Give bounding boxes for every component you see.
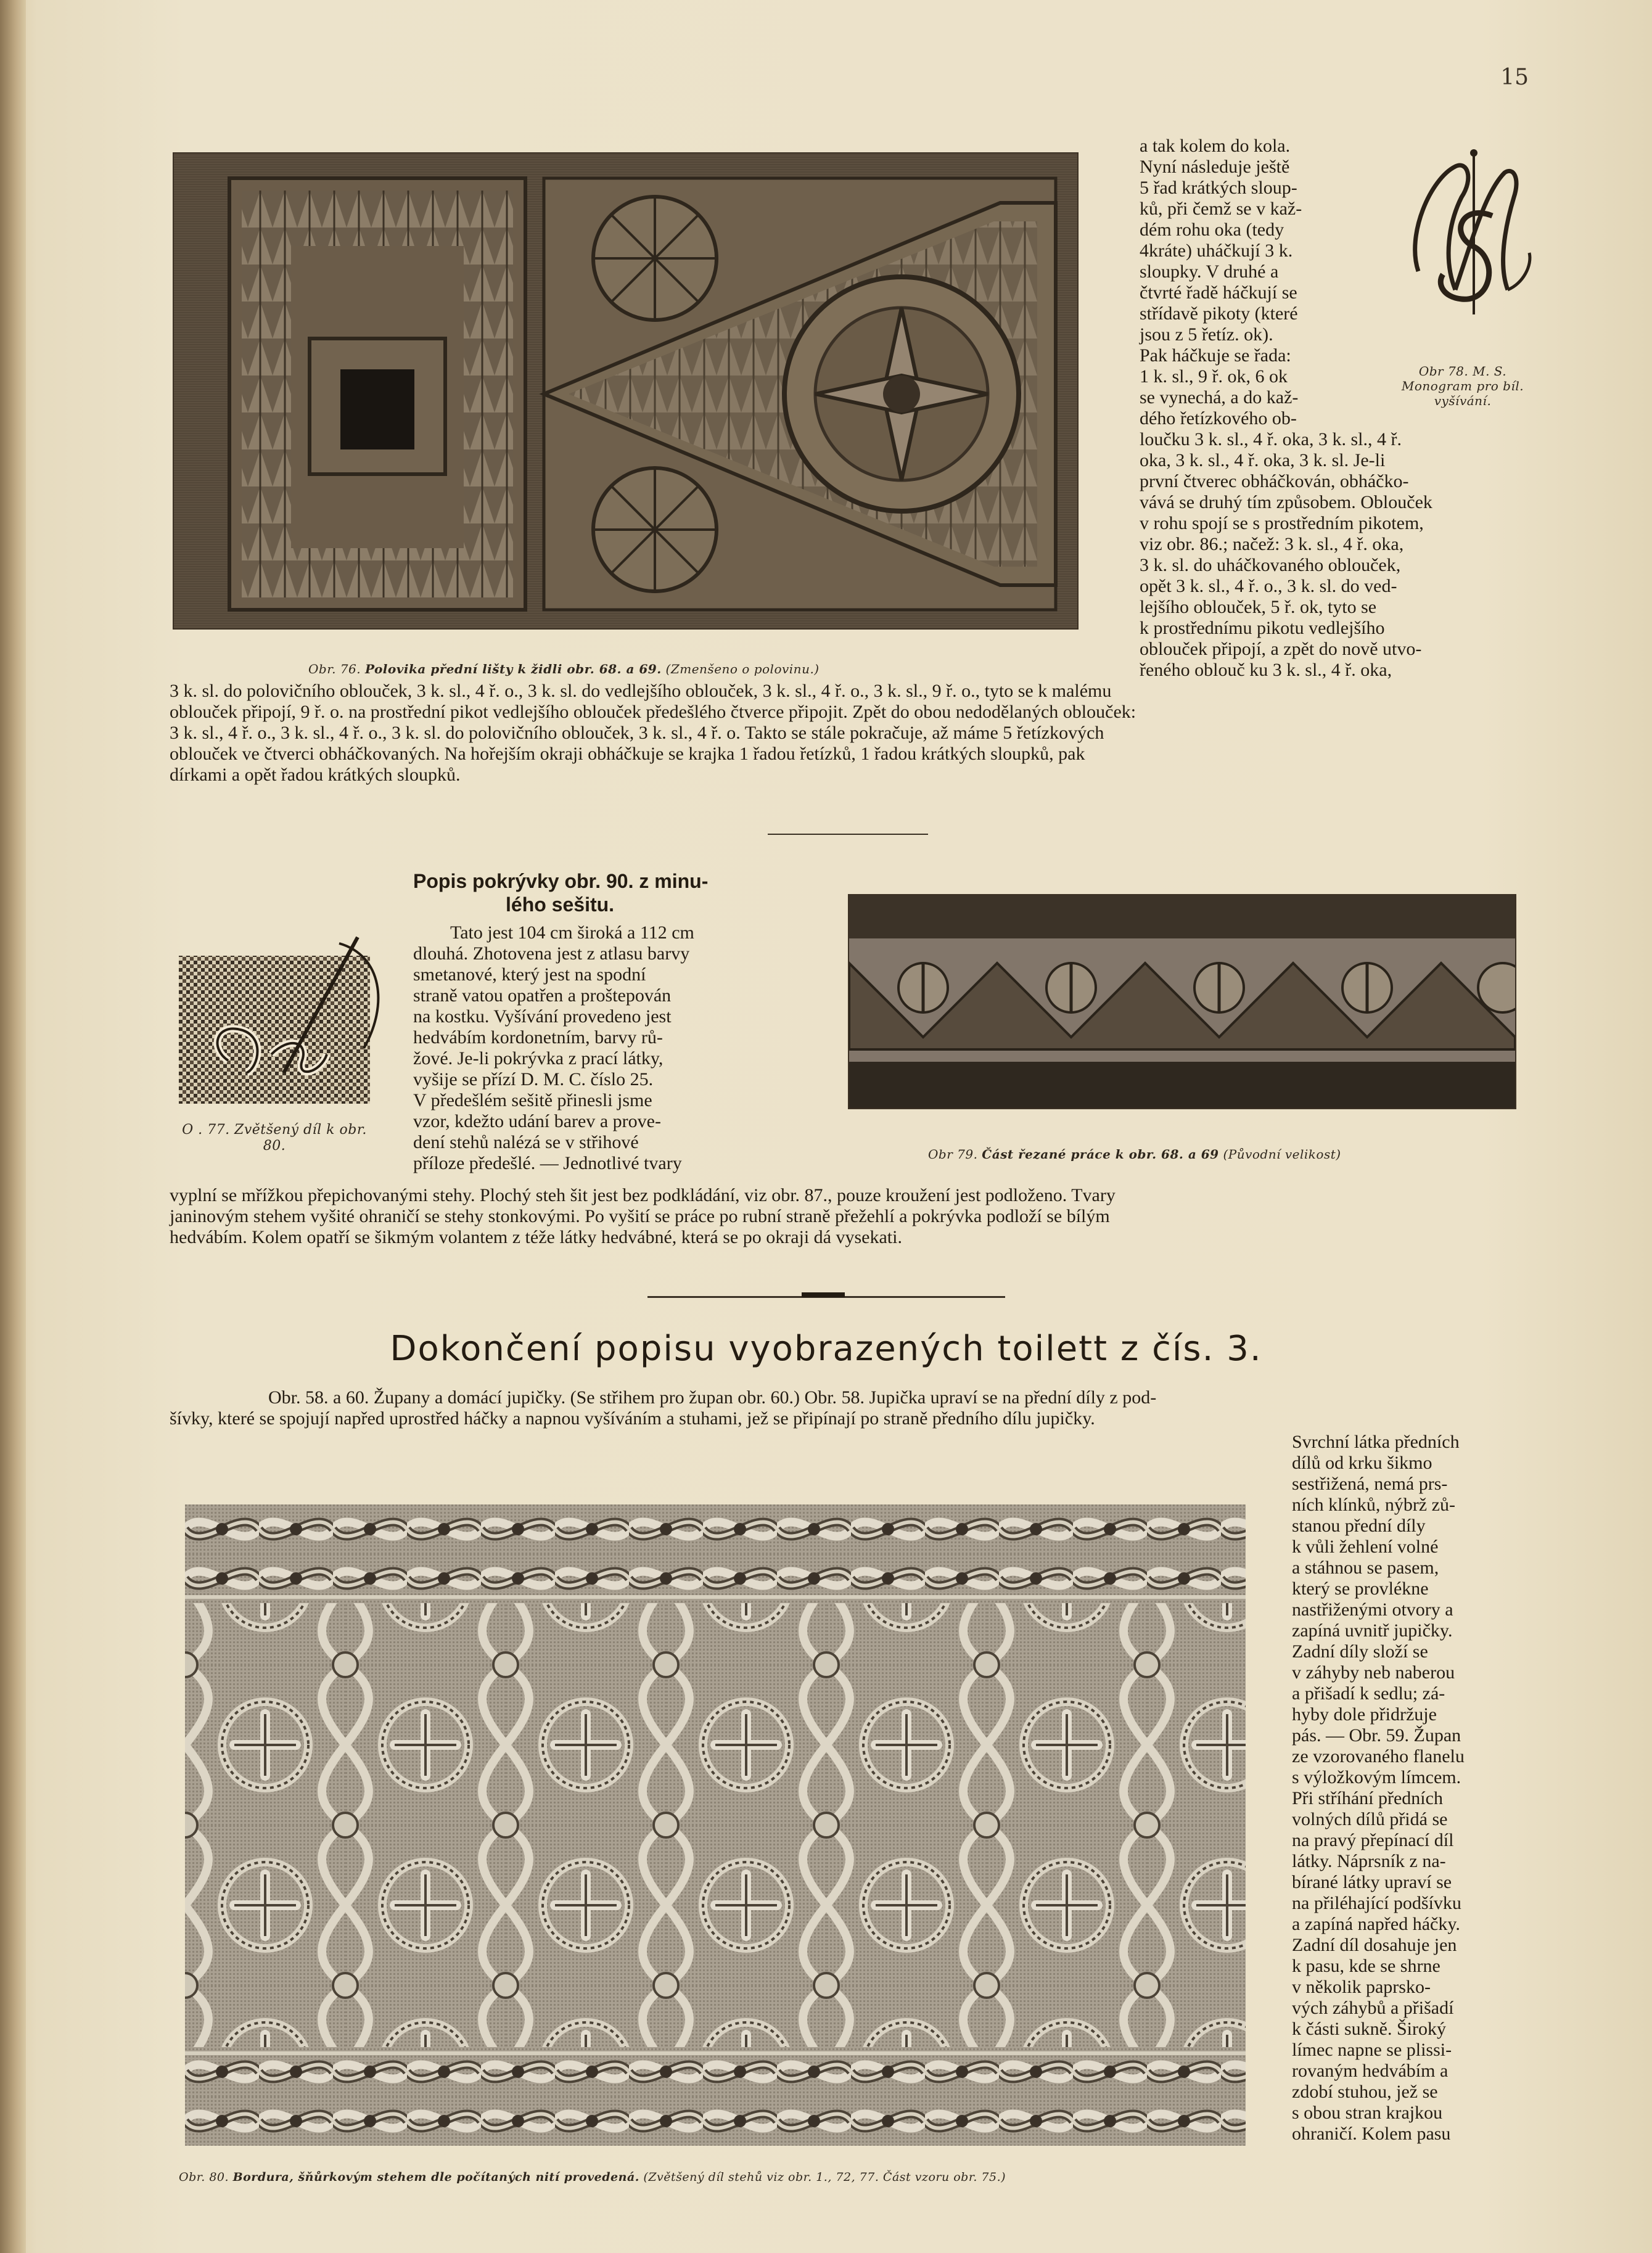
toilett-line: s výložkovým límcem. xyxy=(1292,1767,1461,1787)
popis-line: dení stehů nalézá se v střihové xyxy=(413,1132,639,1152)
ornamental-divider-dot xyxy=(802,1292,845,1297)
toilett-line: vých záhybů a přišadí xyxy=(1292,1998,1454,2018)
popis-line: janinovým stehem vyšité ohraničí se stehy stonkovými. Po vyšití se práce po rubní straně přežehlí a pokrývka podloží se bílým xyxy=(170,1206,1110,1226)
toilett-line: na pravý přepínací díl xyxy=(1292,1830,1454,1850)
crochet-line: 3 k. sl., 4 ř. o., 3 k. sl., 4 ř. o., 3 k. sl. do polovičního oblouček, 3 k. sl., 4 ř. o. Takto se stále pokračuje, až máme 5 řetízkových xyxy=(170,723,1104,743)
carved-chair-rail-photo xyxy=(173,152,1079,630)
crochet-mid-column xyxy=(1140,429,1522,681)
fig80-caption-title: Bordura, šňůrkovým stehem dle počítaných nití provedená. xyxy=(232,2170,639,2184)
fig76-caption xyxy=(308,662,820,676)
toilett-line: stanou přední díly xyxy=(1292,1516,1426,1536)
toilett-line: který se provlékne xyxy=(1292,1578,1429,1599)
toilett-line: šívky, které se spojují napřed uprostřed háčky a napnou vyšíváním a stuhami, jež se připínají po straně předního dílu jupičky. xyxy=(170,1408,1095,1429)
crochet-line: Nyní následuje ještě xyxy=(1140,157,1290,177)
toilett-line: límec napne se plissi- xyxy=(1292,2040,1452,2060)
fig76-caption-number: Obr. 76. xyxy=(308,662,361,676)
toilett-line: hyby dole přidržuje xyxy=(1292,1704,1437,1725)
toilett-column xyxy=(1292,1432,1523,2144)
toilett-line: v několik paprsko- xyxy=(1292,1977,1431,1997)
toilett-line: zapíná uvnitř jupičky. xyxy=(1292,1620,1453,1641)
carved-band-illustration xyxy=(849,895,1515,1108)
toilett-line: Zadní díl dosahuje jen xyxy=(1292,1935,1457,1955)
toilett-line: a zapíná napřed háčky. xyxy=(1292,1914,1460,1934)
crochet-full-width xyxy=(170,681,1526,786)
crochet-line: dírkami a opět řadou krátkých sloupků. xyxy=(170,765,461,785)
toilett-line: volných dílů přidá se xyxy=(1292,1809,1448,1829)
toilett-line: na přiléhající podšívku xyxy=(1292,1893,1461,1913)
crochet-line: v rohu spojí se s prostředním pikotem, xyxy=(1140,513,1424,533)
needle-stitch-icon xyxy=(179,931,388,1110)
crochet-line: 4kráte) uháčkují 3 k. xyxy=(1140,240,1293,261)
fig79-caption xyxy=(928,1147,1341,1162)
crochet-line: 3 k. sl. do polovičního oblouček, 3 k. sl., 4 ř. o., 3 k. sl. do vedlejšího oblouček, 3 k. sl., 4 ř. o., 3 k. sl., 9 ř. o., tyto se k malému xyxy=(170,681,1112,701)
toilett-line: sestřižená, nemá prs- xyxy=(1292,1474,1448,1494)
crochet-line: oka, 3 k. sl., 4 ř. oka, 3 k. sl. Je-li xyxy=(1140,450,1386,470)
crochet-line: sloupky. V druhé a xyxy=(1140,261,1279,282)
crochet-line: ků, při čemž se v kaž- xyxy=(1140,199,1302,219)
crochet-line: čtvrté řadě háčkují se xyxy=(1140,282,1297,303)
toilett-line: k pasu, kde se shrne xyxy=(1292,1956,1440,1976)
popis-line: vyšije se přízí D. M. C. číslo 25. xyxy=(413,1069,654,1090)
monogram-illustration xyxy=(1400,142,1542,327)
toilett-line: a stáhnou se pasem, xyxy=(1292,1557,1439,1578)
toilett-line: bírané látky upraví se xyxy=(1292,1872,1452,1892)
fig77-caption: O . 77. Zvětšený díl k obr. 80. xyxy=(182,1122,367,1154)
cord-stitch-border-illustration xyxy=(185,1504,1246,2146)
toilett-line: s obou stran krajkou xyxy=(1292,2103,1443,2123)
popis-full-width xyxy=(170,1185,1526,1248)
fig79-caption-number: Obr 79. xyxy=(928,1147,978,1162)
embroidered-border-photo xyxy=(185,1504,1246,2146)
popis-column xyxy=(413,922,783,1174)
crochet-line: první čtverec obháčkován, obháčko- xyxy=(1140,471,1409,491)
toilett-line: ohraničí. Kolem pasu xyxy=(1292,2124,1451,2144)
fig80-caption xyxy=(179,2170,1006,2184)
crochet-line: dého řetízkového ob- xyxy=(1140,408,1297,429)
carved-band-photo xyxy=(848,894,1516,1109)
fig79-caption-note: (Původní velikost) xyxy=(1223,1147,1341,1162)
crochet-line: se vynechá, a do kaž- xyxy=(1140,387,1299,408)
toilett-line: v záhyby neb naberou xyxy=(1292,1662,1455,1683)
popis-line: hedvábím kordonetním, barvy rů- xyxy=(413,1027,663,1048)
toilett-line: ních klínků, nýbrž zů- xyxy=(1292,1495,1455,1515)
toilett-line: dílů od krku šikmo xyxy=(1292,1453,1432,1473)
toilett-line: pás. — Obr. 59. Župan xyxy=(1292,1725,1461,1746)
crochet-line: oblouček ve čtverci obháčkovaných. Na hořejším okraji obháčkuje se krajka 1 řadou řetízků, 1 řadou krátkých sloupků, pak xyxy=(170,744,1085,764)
ms-monogram-icon xyxy=(1400,142,1542,327)
toilett-line: nastřiženými otvory a xyxy=(1292,1599,1453,1620)
popis-line: straně vatou opatřen a proštepován xyxy=(413,985,672,1006)
popis-line: příloze předešlé. — Jednotlivé tvary xyxy=(413,1153,682,1173)
toilett-intro xyxy=(170,1387,1526,1429)
popis-heading-line: lého sešitu. xyxy=(506,893,615,916)
toilett-line: Při stříhání předních xyxy=(1292,1788,1443,1808)
page-gutter-shadow xyxy=(0,0,26,2253)
toilett-section-title: Dokončení popisu vyobrazených toilett z čís. 3. xyxy=(390,1329,1262,1369)
popis-line: vyplní se mřížkou přepichovanými stehy. Plochý steh šit jest bez podkládání, viz obr. 87., pouze kroužení jest podloženo. Tvary xyxy=(170,1185,1116,1205)
crochet-line: viz obr. 86.; načež: 3 k. sl., 4 ř. oka, xyxy=(1140,534,1404,554)
fig76-caption-note: (Zmenšeno o polovinu.) xyxy=(665,662,820,676)
crochet-line: střídavě pikoty (které xyxy=(1140,303,1298,324)
fig80-caption-number: Obr. 80. xyxy=(179,2170,229,2184)
crochet-line: Pak háčkuje se řada: xyxy=(1140,345,1291,366)
popis-line: žové. Je-li pokrývka z prací látky, xyxy=(413,1048,664,1069)
crochet-right-column xyxy=(1140,136,1383,429)
crochet-line: oblouček připojí, 9 ř. o. na prostřední pikot vedlejšího oblouček předešlého čtverce připojit. Zpět do obou nedodělaných oblouček: xyxy=(170,702,1136,722)
carving-illustration xyxy=(174,154,1077,628)
page-number: 15 xyxy=(1500,65,1529,90)
fig80-caption-note: (Zvětšený díl stehů viz obr. 1., 72, 77. Část vzoru obr. 75.) xyxy=(643,2170,1006,2184)
fig76-caption-title: Polovika přední lišty k židli obr. 68. a 69. xyxy=(364,662,662,676)
crochet-line: jsou z 5 řetíz. ok). xyxy=(1140,324,1273,345)
crochet-line: k prostřednímu pikotu vedlejšího xyxy=(1140,618,1385,638)
toilett-line: ze vzorovaného flanelu xyxy=(1292,1746,1465,1767)
crochet-line: 3 k. sl. do uháčkovaného oblouček, xyxy=(1140,555,1401,575)
popis-line: hedvábím. Kolem opatří se šikmým volantem z téže látky hedvábné, která se po okraji dá vysekati. xyxy=(170,1227,902,1247)
toilett-line: a přišadí k sedlu; zá- xyxy=(1292,1683,1445,1704)
crochet-line: 5 řad krátkých sloup- xyxy=(1140,178,1297,198)
crochet-line: a tak kolem do kola. xyxy=(1140,136,1291,156)
toilett-line: Zadní díly složí se xyxy=(1292,1641,1428,1662)
crochet-line: oblouček připojí, a zpět do nově utvo- xyxy=(1140,639,1422,659)
crochet-line: vává se druhý tím způsobem. Oblouček xyxy=(1140,492,1432,512)
popis-line: V předešlém sešitě přinesli jsme xyxy=(413,1090,652,1110)
popis-heading-line: Popis pokrývky obr. 90. z minu- xyxy=(413,870,709,892)
crochet-line: opět 3 k. sl., 4 ř. o., 3 k. sl. do ved- xyxy=(1140,576,1397,596)
popis-heading xyxy=(413,869,783,916)
crochet-line: loučku 3 k. sl., 4 ř. oka, 3 k. sl., 4 ř. xyxy=(1140,429,1402,449)
popis-line: Tato jest 104 cm široká a 112 cm xyxy=(450,922,694,943)
toilett-line: rovaným hedvábím a xyxy=(1292,2061,1449,2081)
toilett-line: látky. Náprsník z na- xyxy=(1292,1851,1446,1871)
toilett-line: k vůli žehlení volné xyxy=(1292,1537,1439,1557)
stitch-detail-illustration xyxy=(179,931,388,1110)
toilett-line: Svrchní látka předních xyxy=(1292,1432,1460,1452)
section-divider xyxy=(768,834,928,835)
popis-line: dlouhá. Zhotovena jest z atlasu barvy xyxy=(413,943,690,964)
fig79-caption-title: Část řezané práce k obr. 68. a 69 xyxy=(982,1147,1219,1162)
popis-line: na kostku. Vyšívání provedeno jest xyxy=(413,1006,672,1027)
crochet-line: 1 k. sl., 9 ř. ok, 6 ok xyxy=(1140,366,1288,387)
crochet-line: lejšího oblouček, 5 ř. ok, tyto se xyxy=(1140,597,1377,617)
popis-line: vzor, kdežto udání barev a prove- xyxy=(413,1111,661,1131)
fig78-caption: Obr 78. M. S. Monogram pro bíl. vyšívání. xyxy=(1401,364,1524,408)
toilett-line: k části sukně. Široký xyxy=(1292,2019,1446,2039)
crochet-line: dém rohu oka (tedy xyxy=(1140,220,1284,240)
toilett-line: Obr. 58. a 60. Župany a domácí jupičky. (Se střihem pro župan obr. 60.) Obr. 58. Jupička upraví se na přední díly z pod- xyxy=(268,1387,1157,1408)
popis-line: smetanové, který jest na spodní xyxy=(413,964,646,985)
crochet-line: řeného oblouč ku 3 k. sl., 4 ř. oka, xyxy=(1140,660,1392,680)
toilett-line: zdobí stuhou, jež se xyxy=(1292,2082,1438,2102)
